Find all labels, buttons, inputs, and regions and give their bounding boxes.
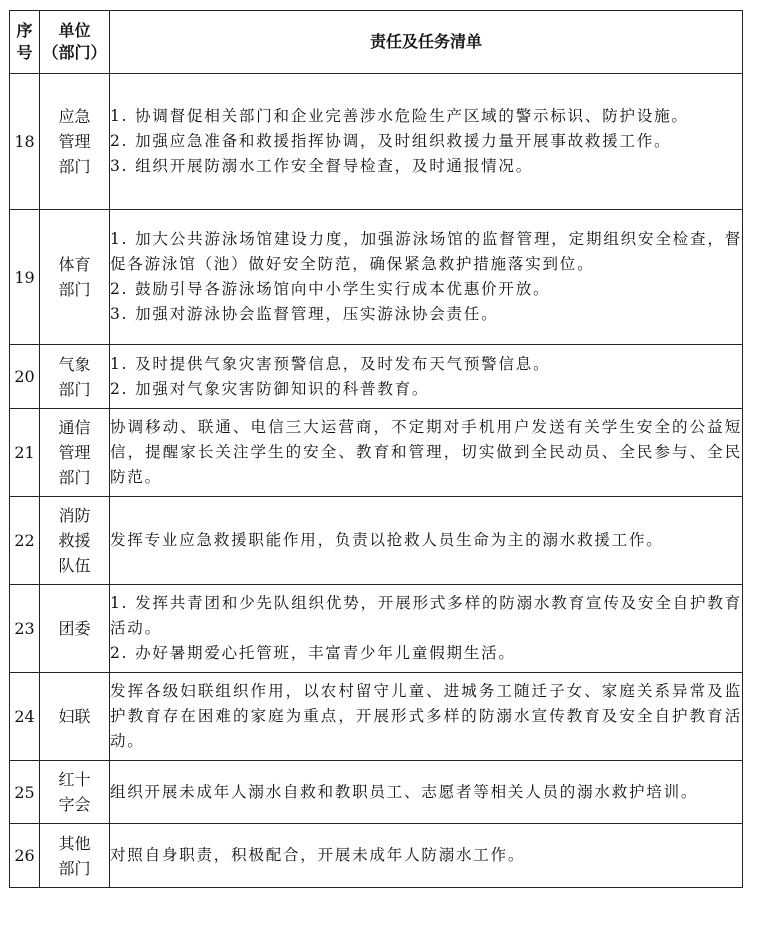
row-unit [40, 74, 110, 210]
row-tasks [110, 74, 743, 210]
unit-line: 妇联 [58, 707, 91, 726]
table-row [10, 673, 743, 761]
table-body [10, 74, 743, 888]
table-row [10, 74, 743, 210]
unit-line: 部门 [58, 379, 91, 399]
unit-line: 部门 [58, 468, 91, 487]
unit-line: 部门 [58, 858, 91, 878]
unit-line: 气象 [58, 354, 91, 374]
table-row [10, 497, 743, 585]
unit-line: 红十 [58, 770, 91, 789]
task-item: 发挥专业应急救援职能作用，负责以抢救人员生命为主的溺水救援工作。 [110, 531, 664, 549]
task-item: 发挥各级妇联组织作用，以农村留守儿童、进城务工随迁子女、家庭关系异常及监护教育存在困难的家庭为重点，开展形式多样的防溺水宣传教育及安全自护教育活动。 [110, 682, 742, 750]
task-item: 2. 加强应急准备和救援指挥协调，及时组织救援力量开展事故救援工作。 [110, 132, 672, 150]
table-header-row [10, 11, 743, 74]
unit-line: 管理 [58, 443, 91, 462]
row-number: 26 [10, 824, 40, 888]
unit-line: 应急 [58, 107, 91, 126]
row-number: 20 [10, 345, 40, 409]
header-unit: 单位 （部门） [40, 11, 110, 74]
row-tasks [110, 761, 743, 824]
row-unit [40, 585, 110, 673]
row-number: 24 [10, 673, 40, 761]
table-row [10, 585, 743, 673]
row-unit [40, 824, 110, 888]
task-item: 2. 加强对气象灾害防御知识的科普教育。 [110, 379, 430, 398]
row-tasks [110, 585, 743, 673]
row-number: 23 [10, 585, 40, 673]
task-item: 1. 加大公共游泳场馆建设力度，加强游泳场馆的监督管理，定期组织安全检查，督促各游泳馆（池）做好安全防范，确保紧急救护措施落实到位。 [110, 230, 742, 273]
unit-line: 部门 [58, 157, 91, 176]
row-number: 22 [10, 497, 40, 585]
unit-line: 消防 [58, 506, 91, 525]
unit-line: 体育 [58, 255, 91, 274]
task-item: 3. 组织开展防溺水工作安全督导检查，及时通报情况。 [110, 157, 534, 175]
header-number: 序 号 [10, 11, 40, 74]
row-number: 19 [10, 210, 40, 345]
row-tasks [110, 210, 743, 345]
row-tasks [110, 497, 743, 585]
task-item: 1. 发挥共青团和少先队组织优势，开展形式多样的防溺水教育宣传及安全自护教育活动。 [110, 594, 742, 637]
unit-line: 救援 [58, 531, 91, 550]
row-tasks [110, 673, 743, 761]
task-item: 组织开展未成年人溺水自救和教职员工、志愿者等相关人员的溺水救护培训。 [110, 782, 699, 801]
unit-line: 部门 [58, 280, 91, 299]
row-tasks [110, 345, 743, 409]
table-row [10, 345, 743, 409]
table-row [10, 210, 743, 345]
table-row [10, 409, 743, 497]
row-unit [40, 497, 110, 585]
table-row [10, 761, 743, 824]
task-item: 2. 办好暑期爱心托管班，丰富青少年儿童假期生活。 [110, 644, 516, 662]
unit-line: 队伍 [58, 556, 91, 575]
task-item: 1. 协调督促相关部门和企业完善涉水危险生产区域的警示标识、防护设施。 [110, 107, 689, 125]
table-row [10, 824, 743, 888]
row-unit [40, 761, 110, 824]
unit-line: 其他 [58, 833, 91, 853]
row-number: 18 [10, 74, 40, 210]
unit-line: 字会 [58, 795, 91, 814]
row-unit [40, 673, 110, 761]
row-unit [40, 409, 110, 497]
row-tasks [110, 824, 743, 888]
unit-line: 团委 [58, 619, 91, 638]
task-item: 1. 及时提供气象灾害预警信息，及时发布天气预警信息。 [110, 354, 551, 373]
row-number: 21 [10, 409, 40, 497]
row-unit [40, 210, 110, 345]
unit-line: 通信 [58, 418, 91, 437]
task-item: 3. 加强对游泳协会监督管理，压实游泳协会责任。 [110, 305, 499, 323]
unit-line: 管理 [58, 132, 91, 151]
task-item: 2. 鼓励引导各游泳场馆向中小学生实行成本优惠价开放。 [110, 280, 551, 298]
task-item: 协调移动、联通、电信三大运营商，不定期对手机用户发送有关学生安全的公益短信，提醒家长关注学生的安全、教育和管理，切实做到全民动员、全民参与、全民防范。 [110, 418, 742, 486]
row-unit [40, 345, 110, 409]
responsibility-table [9, 10, 743, 888]
header-tasks: 责任及任务清单 [110, 11, 743, 74]
row-tasks [110, 409, 743, 497]
row-number: 25 [10, 761, 40, 824]
task-item: 对照自身职责，积极配合，开展未成年人防溺水工作。 [110, 846, 526, 864]
